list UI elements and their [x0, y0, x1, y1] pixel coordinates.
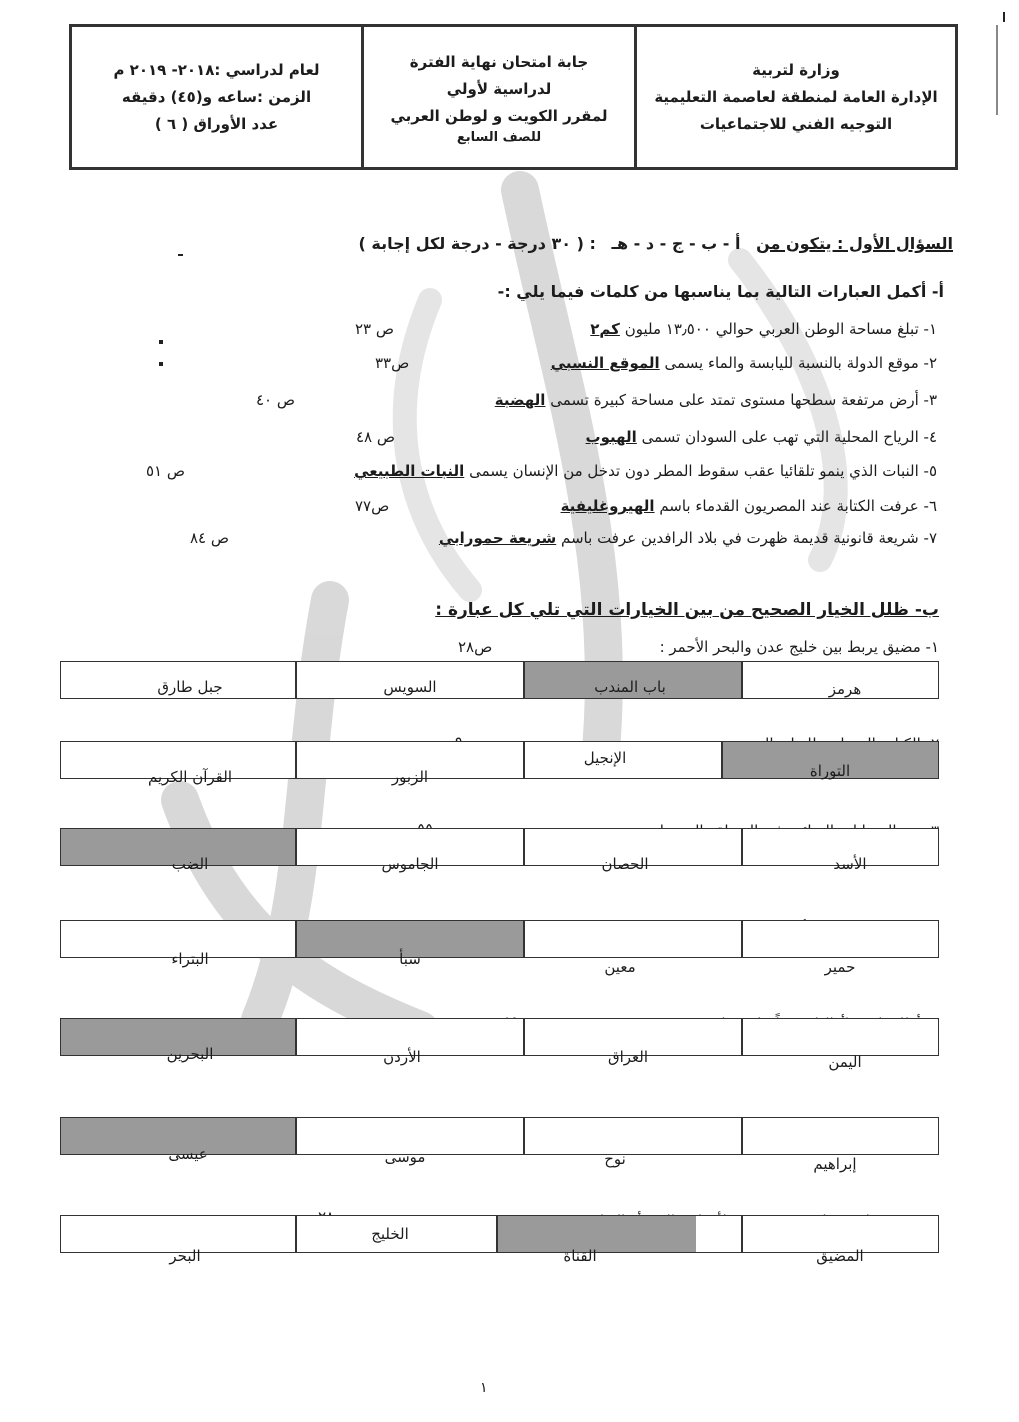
mcq-option-cell[interactable] — [741, 1019, 938, 1055]
academic-year: لعام لدراسي :٢٠١٨- ٢٠١٩ م — [113, 60, 320, 79]
fill-item — [439, 529, 937, 547]
mcq-option-label: إبراهيم — [813, 1155, 857, 1173]
exam-title-block — [364, 27, 634, 167]
mcq-option-label: اليمن — [828, 1053, 862, 1071]
fill-item-text: ٥- النبات الذي ينمو تلقائيا عقب سقوط المطر دون تدخل من الإنسان يسمى — [469, 462, 937, 480]
fill-item — [495, 391, 937, 409]
mcq-page: ص٢٨ — [458, 638, 493, 656]
mcq-option-label: سبأ — [399, 950, 421, 968]
term-name: لدراسية لأولي — [446, 79, 552, 98]
exam-header — [69, 24, 958, 170]
fill-item-page: ص٧٧ — [355, 497, 390, 515]
grade-name: للصف السابع — [456, 129, 542, 145]
page-number: ١ — [480, 1380, 488, 1396]
mcq-option-cell[interactable] — [741, 1118, 938, 1154]
mcq-option-label: الأسد — [833, 855, 867, 873]
fill-item-page: ص ٤٠ — [256, 391, 296, 409]
section-b-title: ب- ظلل الخيار الصحيح من بين الخيارات التي تلي كل عبارة : — [435, 600, 939, 620]
fill-item-answer: الهيروغليفية — [560, 497, 655, 515]
fill-item — [586, 428, 937, 446]
mcq-option-cell[interactable] — [523, 1118, 741, 1154]
mcq-option-label: الجاموس — [381, 855, 439, 873]
fill-item-answer: الهبوب — [585, 428, 637, 446]
mcq-option-label: معين — [604, 958, 636, 976]
ministry-block — [637, 27, 955, 167]
exam-info-block — [72, 27, 361, 167]
fill-item-answer: النبات الطبيعي — [354, 462, 465, 480]
course-name: لمقرر الكويت و لوطن العربي — [390, 106, 608, 125]
fill-item-page: ص ٢٣ — [355, 320, 395, 338]
mcq-option-label: حمير — [824, 958, 856, 976]
mcq-option-label: جبل طارق — [157, 678, 223, 696]
mcq-option-label: البحرين — [166, 1045, 214, 1063]
fill-item-answer: كم٢ — [590, 320, 620, 338]
mcq-option-label: الحصان — [601, 855, 649, 873]
mcq-option-label: القناة — [563, 1247, 597, 1265]
fill-item-text: ٣- أرض مرتفعة سطحها مستوى تمتد على مساحة كبيرة تسمى — [550, 391, 937, 409]
mcq-option-cell[interactable] — [523, 921, 741, 957]
mcq-option-label: السويس — [383, 678, 437, 696]
page-count: عدد الأوراق ( ٦ ) — [154, 114, 279, 133]
directorate-name: الإدارة العامة لمنطقة لعاصمة التعليمية — [654, 87, 938, 106]
fill-item-answer: الموقع النسبي — [550, 354, 660, 372]
fill-item — [551, 354, 937, 372]
fill-item-page: ص٣٣ — [375, 354, 410, 372]
mcq-option-label: البحر — [169, 1247, 201, 1265]
mcq-option-label: هرمز — [828, 680, 862, 698]
fill-item-text: ١- تبلغ مساحة الوطن العربي حوالي ١٣٫٥٠٠ مليون — [624, 320, 937, 338]
question-1-parts: أ - ب - ج - د - هـ — [611, 234, 741, 253]
mcq-option-label: التوراة — [809, 762, 851, 780]
ministry-name: وزارة لتربية — [752, 60, 840, 79]
fill-item-text: ٦- عرفت الكتابة عند المصريون القدماء باسم — [659, 497, 937, 515]
fill-item — [590, 320, 937, 338]
mcq-option-label: الزبور — [391, 768, 429, 786]
fill-item — [354, 462, 937, 480]
section-a-title: أ- أكمل العبارات التالية بما يناسبها من كلمات فيما يلي :- — [497, 282, 944, 301]
mcq-option-label: موسى — [384, 1148, 426, 1166]
mcq-option-label: نوح — [604, 1150, 626, 1168]
fill-item-page: ص ٤٨ — [356, 428, 396, 446]
mcq-option-label: القرآن الكريم — [147, 768, 233, 786]
supervision-name: التوجيه الفني للاجتماعيات — [699, 114, 893, 133]
question-1-title: السؤال الأول : يتكون من — [756, 234, 953, 253]
mcq-option-label: باب المندب — [594, 678, 666, 696]
exam-title: جابة امتحان نهاية الفترة — [409, 52, 589, 71]
mcq-option-label: الإنجيل — [583, 749, 627, 767]
mcq-option-label: المضيق — [816, 1247, 864, 1265]
mcq-option-label: الأردن — [383, 1048, 421, 1066]
mcq-option-cell[interactable] — [741, 921, 938, 957]
fill-item-page: ص ٨٤ — [190, 529, 230, 547]
fill-item-text: ٤- الرياح المحلية التي تهب على السودان تسمى — [641, 428, 937, 446]
mcq-option-label: العراق — [607, 1048, 649, 1066]
mcq-option-label: البتراء — [171, 950, 209, 968]
fill-item-text: ٢- موقع الدولة بالنسبة لليابسة والماء يسمى — [664, 354, 937, 372]
fill-item-page: ص ٥١ — [146, 462, 186, 480]
question-1-heading — [193, 234, 953, 253]
fill-item-text: ٧- شريعة قانونية قديمة ظهرت في بلاد الرافدين عرفت باسم — [561, 529, 937, 547]
exam-duration: الزمن :ساعه و(٤٥) دقيقه — [121, 87, 312, 106]
fill-item-answer: شريعة حمورابي — [438, 529, 557, 547]
fill-item-answer: الهضبة — [494, 391, 546, 409]
question-1-score: : ( ٣٠ درجة - درجة لكل إجابة ) — [358, 234, 596, 253]
mcq-option-label: عيسى — [168, 1145, 208, 1163]
mcq-option-cell[interactable] — [523, 742, 741, 778]
mcq-option-label: الخليج — [371, 1225, 409, 1243]
mcq-stem: ١- مضيق يربط بين خليج عدن والبحر الأحمر : — [659, 638, 939, 656]
mcq-option-label: الضب — [171, 855, 209, 873]
fill-item — [561, 497, 937, 515]
